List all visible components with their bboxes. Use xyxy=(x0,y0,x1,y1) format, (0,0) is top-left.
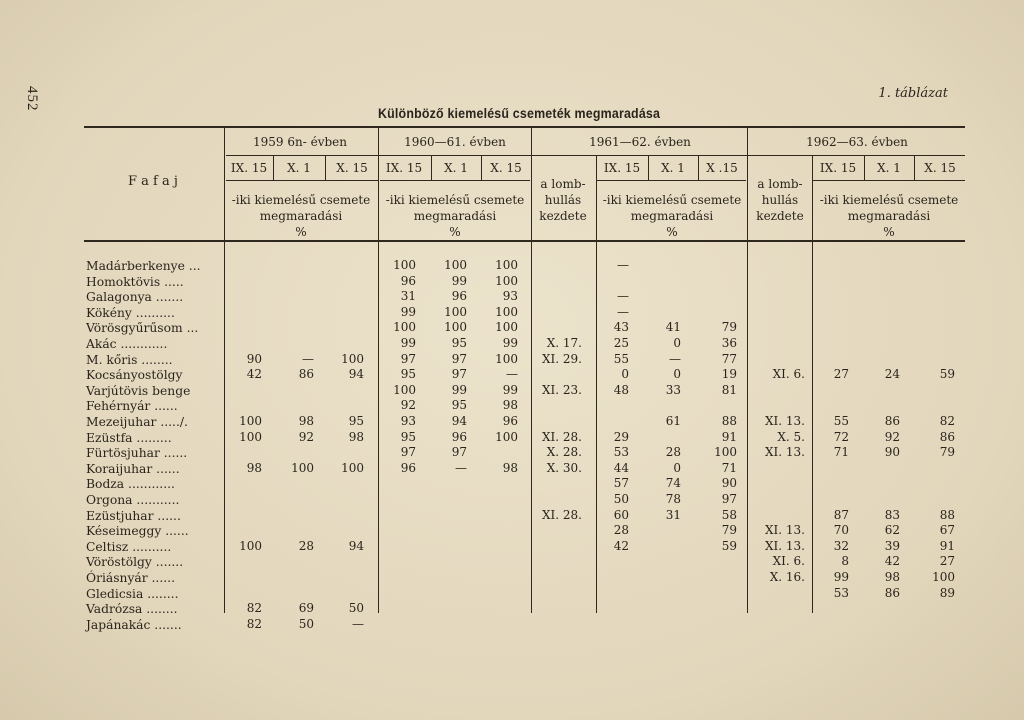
leaffall-caption-1962-l1: a lomb- xyxy=(757,177,803,191)
table-cell: 94 xyxy=(451,414,467,428)
table-cell: 29 xyxy=(613,430,629,444)
table-cell: 95 xyxy=(451,398,467,412)
species-name: Madárberkenye ... xyxy=(86,259,201,273)
table-cell: 83 xyxy=(884,508,900,522)
table-cell: 50 xyxy=(613,492,629,506)
species-name: Vörösgyűrűsom ... xyxy=(86,321,199,335)
table-cell: — xyxy=(302,352,314,366)
table-cell: 8 xyxy=(841,554,849,568)
table-cell: 92 xyxy=(298,430,314,444)
table-cell: 78 xyxy=(665,492,681,506)
species-name: Fehérnyár ...... xyxy=(86,399,178,413)
table-cell: 41 xyxy=(665,320,681,334)
table-cell: X. 5. xyxy=(777,430,805,444)
table-cell: 31 xyxy=(665,508,681,522)
species-name: Orgona ........... xyxy=(86,493,180,507)
table-cell: 60 xyxy=(613,508,629,522)
table-cell: 36 xyxy=(721,336,737,350)
table-cell: 0 xyxy=(673,367,681,381)
table-cell: 88 xyxy=(721,414,737,428)
date-1960-x1: X. 1 xyxy=(444,161,468,175)
vline-y2-b xyxy=(481,155,482,181)
table-cell: X. 28. xyxy=(546,445,582,459)
species-name: M. kőris ........ xyxy=(86,353,173,367)
table-cell: 74 xyxy=(665,476,681,490)
table-cell: 94 xyxy=(348,367,364,381)
table-cell: 58 xyxy=(721,508,737,522)
species-name: Ezüstfa ......... xyxy=(86,431,172,445)
table-cell: — xyxy=(617,289,629,303)
table-cell: 96 xyxy=(451,430,467,444)
year-header-1962: 1962—63. évben xyxy=(806,135,908,149)
table-cell: 32 xyxy=(833,539,849,553)
table-cell: 91 xyxy=(939,539,955,553)
table-cell: 95 xyxy=(451,336,467,350)
table-label: 1. táblázat xyxy=(878,86,948,101)
table-cell: 95 xyxy=(400,367,416,381)
year-header-1960: 1960—61. évben xyxy=(404,135,506,149)
table-cell: 98 xyxy=(502,461,518,475)
table-cell: 81 xyxy=(721,383,737,397)
table-cell: 97 xyxy=(721,492,737,506)
table-cell: 97 xyxy=(400,352,416,366)
table-cell: 53 xyxy=(613,445,629,459)
table-cell: 44 xyxy=(613,461,629,475)
table-cell: 67 xyxy=(939,523,955,537)
table-cell: 79 xyxy=(939,445,955,459)
table-cell: 82 xyxy=(246,601,262,615)
table-cell: 98 xyxy=(246,461,262,475)
table-cell: 90 xyxy=(246,352,262,366)
table-cell: 86 xyxy=(298,367,314,381)
leaffall-caption-1961-l1: a lomb- xyxy=(540,177,586,191)
species-name: Fürtösjuhar ...... xyxy=(86,446,188,460)
survival-caption-1962-l1: -iki kiemelésű csemete xyxy=(819,193,959,207)
vline-y2-a xyxy=(431,155,432,181)
table-cell: 79 xyxy=(721,320,737,334)
table-cell: 53 xyxy=(833,586,849,600)
date-1961-x1: X. 1 xyxy=(661,161,685,175)
date-1960-x15: X. 15 xyxy=(490,161,522,175)
vline-y2-end xyxy=(531,127,532,613)
table-cell: 90 xyxy=(884,445,900,459)
table-cell: 95 xyxy=(348,414,364,428)
table-cell: 55 xyxy=(613,352,629,366)
table-cell: 99 xyxy=(502,336,518,350)
species-name: Bodza ............ xyxy=(86,477,175,491)
table-cell: 42 xyxy=(613,539,629,553)
date-1959-x1: X. 1 xyxy=(287,161,311,175)
table-cell: 99 xyxy=(400,336,416,350)
table-title: Különböző kiemelésű csemeték megmaradása xyxy=(378,106,661,121)
table-cell: 82 xyxy=(939,414,955,428)
table-cell: 61 xyxy=(665,414,681,428)
vline-y3-end xyxy=(747,127,748,613)
table-cell: 31 xyxy=(400,289,416,303)
species-name: Akác ............ xyxy=(86,337,168,351)
vline-y3-b xyxy=(698,155,699,181)
table-cell: 100 xyxy=(444,258,467,272)
table-cell: 28 xyxy=(665,445,681,459)
table-cell: 90 xyxy=(721,476,737,490)
table-cell: 100 xyxy=(495,274,518,288)
table-cell: 97 xyxy=(451,367,467,381)
table-cell: 69 xyxy=(298,601,314,615)
table-cell: 71 xyxy=(721,461,737,475)
table-cell: 100 xyxy=(291,461,314,475)
table-cell: 100 xyxy=(495,320,518,334)
table-cell: 88 xyxy=(939,508,955,522)
vline-y4-leaf xyxy=(812,155,813,613)
table-cell: 93 xyxy=(502,289,518,303)
table-cell: 92 xyxy=(884,430,900,444)
date-1959-ix15: IX. 15 xyxy=(230,161,268,175)
table-cell: — xyxy=(617,258,629,272)
date-1959-x15: X. 15 xyxy=(336,161,368,175)
vline-y1-b xyxy=(325,155,326,181)
table-cell: 100 xyxy=(714,445,737,459)
species-name: Gledicsia ........ xyxy=(86,587,179,601)
survival-caption-1960-l2: megmaradási xyxy=(413,209,497,223)
table-cell: 87 xyxy=(833,508,849,522)
table-cell: 86 xyxy=(939,430,955,444)
table-cell: 100 xyxy=(341,352,364,366)
vline-y1-end xyxy=(378,127,379,613)
table-cell: 0 xyxy=(673,336,681,350)
table-cell: — xyxy=(506,367,518,381)
table-cell: 50 xyxy=(348,601,364,615)
table-cell: XI. 23. xyxy=(542,383,582,397)
year-header-1959: 1959 6n- évben xyxy=(253,135,347,149)
species-name: Ezüstjuhar ...... xyxy=(86,509,181,523)
table-cell: 98 xyxy=(348,430,364,444)
table-cell: 100 xyxy=(444,305,467,319)
table-cell: 55 xyxy=(833,414,849,428)
table-cell: 39 xyxy=(884,539,900,553)
table-cell: XI. 13. xyxy=(765,414,805,428)
table-cell: 95 xyxy=(400,430,416,444)
survival-caption-1961-pct: % xyxy=(666,225,678,239)
table-cell: XI. 13. xyxy=(765,523,805,537)
survival-caption-1961-l2: megmaradási xyxy=(630,209,714,223)
table-cell: 98 xyxy=(884,570,900,584)
table-cell: 91 xyxy=(721,430,737,444)
date-rule-1 xyxy=(226,180,378,181)
table-cell: 59 xyxy=(939,367,955,381)
table-cell: XI. 13. xyxy=(765,445,805,459)
table-cell: 97 xyxy=(451,352,467,366)
species-name: Késeimeggy ...... xyxy=(86,524,189,538)
table-cell: X. 30. xyxy=(546,461,582,475)
table-cell: 0 xyxy=(621,367,629,381)
table-cell: 100 xyxy=(393,258,416,272)
date-1961-ix15: IX. 15 xyxy=(603,161,641,175)
survival-caption-1962-pct: % xyxy=(883,225,895,239)
table-cell: 94 xyxy=(348,539,364,553)
table-cell: 27 xyxy=(833,367,849,381)
table-cell: 97 xyxy=(451,445,467,459)
table-cell: 77 xyxy=(721,352,737,366)
survival-caption-1960-l1: -iki kiemelésű csemete xyxy=(385,193,525,207)
date-1962-x1: X. 1 xyxy=(877,161,901,175)
table-cell: X. 17. xyxy=(546,336,582,350)
table-cell: 42 xyxy=(246,367,262,381)
page-number: 452 xyxy=(24,86,40,112)
vline-y1-a xyxy=(273,155,274,181)
top-rule xyxy=(84,126,965,128)
table-cell: 24 xyxy=(884,367,900,381)
date-rule-2 xyxy=(380,180,530,181)
table-cell: 96 xyxy=(400,274,416,288)
table-cell: — xyxy=(455,461,467,475)
table-cell: 100 xyxy=(495,258,518,272)
table-cell: 100 xyxy=(495,430,518,444)
table-cell: 96 xyxy=(400,461,416,475)
table-cell: XI. 6. xyxy=(772,554,805,568)
vline-y3-leaf xyxy=(596,155,597,613)
table-cell: 0 xyxy=(673,461,681,475)
table-cell: 82 xyxy=(246,617,262,631)
table-cell: 100 xyxy=(932,570,955,584)
table-cell: — xyxy=(617,305,629,319)
survival-caption-1959-l2: megmaradási xyxy=(259,209,343,223)
table-cell: XI. 6. xyxy=(772,367,805,381)
table-cell: 86 xyxy=(884,586,900,600)
table-cell: 59 xyxy=(721,539,737,553)
table-cell: 79 xyxy=(721,523,737,537)
table-cell: 89 xyxy=(939,586,955,600)
table-cell: 28 xyxy=(613,523,629,537)
date-rule-3 xyxy=(596,180,746,181)
survival-caption-1959-l1: -iki kiemelésű csemete xyxy=(231,193,371,207)
table-cell: 50 xyxy=(298,617,314,631)
table-cell: 27 xyxy=(939,554,955,568)
species-name: Mezeijuhar ...../. xyxy=(86,415,188,429)
table-cell: 99 xyxy=(502,383,518,397)
table-cell: 71 xyxy=(833,445,849,459)
table-cell: 100 xyxy=(239,430,262,444)
table-cell: 99 xyxy=(833,570,849,584)
table-cell: 25 xyxy=(613,336,629,350)
leaffall-caption-1961-l3: kezdete xyxy=(539,209,587,223)
species-name: Vadrózsa ........ xyxy=(86,602,178,616)
table-cell: 96 xyxy=(502,414,518,428)
table-cell: XI. 28. xyxy=(542,430,582,444)
table-cell: 99 xyxy=(451,383,467,397)
table-cell: — xyxy=(669,352,681,366)
species-header: F a f a j xyxy=(128,174,178,189)
leaffall-caption-1962-l2: hullás xyxy=(761,193,799,207)
table-cell: 100 xyxy=(495,352,518,366)
vline-species xyxy=(224,127,225,613)
table-cell: 33 xyxy=(665,383,681,397)
species-name: Varjútövis benge xyxy=(86,384,191,398)
vline-y4-b xyxy=(914,155,915,181)
table-cell: 100 xyxy=(239,414,262,428)
vline-y3-a xyxy=(648,155,649,181)
species-name: Óriásnyár ...... xyxy=(86,571,175,585)
species-name: Celtisz .......... xyxy=(86,540,172,554)
table-cell: 100 xyxy=(495,305,518,319)
date-1962-x15: X. 15 xyxy=(924,161,956,175)
species-name: Kökény .......... xyxy=(86,306,175,320)
survival-caption-1961-l1: -iki kiemelésű csemete xyxy=(602,193,742,207)
table-cell: 97 xyxy=(400,445,416,459)
table-cell: 99 xyxy=(451,274,467,288)
table-cell: 98 xyxy=(502,398,518,412)
table-cell: 93 xyxy=(400,414,416,428)
table-cell: XI. 13. xyxy=(765,539,805,553)
table-cell: 42 xyxy=(884,554,900,568)
species-name: Koraijuhar ...... xyxy=(86,462,180,476)
table-cell: X. 16. xyxy=(769,570,805,584)
table-cell: 70 xyxy=(833,523,849,537)
species-name: Homoktövis ..... xyxy=(86,275,184,289)
table-cell: 72 xyxy=(833,430,849,444)
table-cell: 100 xyxy=(341,461,364,475)
table-cell: 100 xyxy=(444,320,467,334)
table-cell: 86 xyxy=(884,414,900,428)
table-cell: 96 xyxy=(451,289,467,303)
table-cell: XI. 29. xyxy=(542,352,582,366)
leaffall-caption-1962-l3: kezdete xyxy=(756,209,804,223)
survival-caption-1959-pct: % xyxy=(295,225,307,239)
table-cell: 100 xyxy=(393,320,416,334)
year-header-1961: 1961—62. évben xyxy=(589,135,691,149)
table-cell: 99 xyxy=(400,305,416,319)
table-cell: — xyxy=(352,617,364,631)
species-name: Kocsányostölgy xyxy=(86,368,183,382)
table-cell: 43 xyxy=(613,320,629,334)
table-cell: 100 xyxy=(239,539,262,553)
survival-caption-1962-l2: megmaradási xyxy=(847,209,931,223)
leaffall-caption-1961-l2: hullás xyxy=(544,193,582,207)
species-name: Japánakác ....... xyxy=(86,618,182,632)
date-1962-ix15: IX. 15 xyxy=(819,161,857,175)
survival-caption-1960-pct: % xyxy=(449,225,461,239)
table-cell: XI. 28. xyxy=(542,508,582,522)
table-cell: 100 xyxy=(393,383,416,397)
species-name: Vöröstölgy ....... xyxy=(86,555,184,569)
table-cell: 48 xyxy=(613,383,629,397)
table-cell: 98 xyxy=(298,414,314,428)
vline-y4-a xyxy=(864,155,865,181)
table-cell: 28 xyxy=(298,539,314,553)
table-cell: 62 xyxy=(884,523,900,537)
header-bottom-rule xyxy=(84,240,965,242)
date-1961-x15: X .15 xyxy=(706,161,738,175)
species-name: Galagonya ....... xyxy=(86,290,184,304)
table-cell: 92 xyxy=(400,398,416,412)
table-cell: 19 xyxy=(721,367,737,381)
date-1960-ix15: IX. 15 xyxy=(385,161,423,175)
date-rule-4 xyxy=(812,180,965,181)
table-cell: 57 xyxy=(613,476,629,490)
